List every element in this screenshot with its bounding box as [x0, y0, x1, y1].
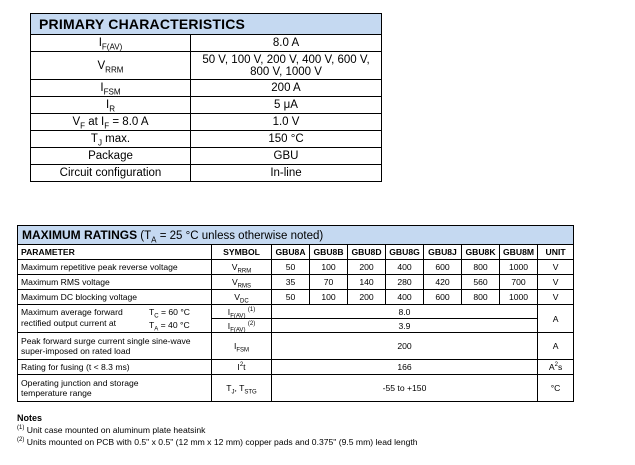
table-row: Maximum RMS voltage $V_{RMS}$ 35 70 140 280 420 560 700 V [18, 275, 574, 290]
notes [17, 412, 418, 448]
col-header-parameter: PARAMETER [18, 245, 212, 260]
param-ifav: $I_{F(AV)}$ [31, 35, 191, 52]
col-header-gbu8b: GBU8B [310, 245, 348, 260]
ratings-title: MAXIMUM RATINGS ($T_A = 25$ °C unless otherwise noted) [18, 226, 574, 245]
table-row: Maximum average forward rectified output current at $T_C = 60$ °C $T_A = 40$ °C $I_{F(AV)}$ $^{(1)}$ 8.0 A [18, 305, 574, 319]
param-package: Package [31, 148, 191, 165]
value-ifsm: 200 A [191, 80, 382, 97]
primary-title: PRIMARY CHARACTERISTICS [31, 14, 382, 35]
col-header-gbu8m: GBU8M [500, 245, 538, 260]
table-row: Peak forward surge current single sine-wave super-imposed on rated load $I_{FSM}$ 200 A [18, 333, 574, 360]
value-ir: 5 μA [191, 97, 382, 114]
value-circuit: In-line [191, 165, 382, 182]
note-2: $^{(2)}$ Units mounted on PCB with 0.5" x 0.5" (12 mm x 12 mm) copper pads and 0.375" (9.5 mm) lead length [17, 437, 418, 447]
note-1: $^{(1)}$ Unit case mounted on aluminum plate heatsink [17, 425, 206, 435]
param-vf: $V_F$ at $I_F = 8.0$ A [31, 114, 191, 131]
table-row: Rating for fusing (t < 8.3 ms) $I^2t$ 166 $A^2s$ [18, 360, 574, 375]
param-vrrm: $V_{RRM}$ [31, 52, 191, 80]
col-header-gbu8j: GBU8J [424, 245, 462, 260]
table-row: $I_{F(AV)}$ $^{(2)}$ 3.9 [18, 319, 574, 333]
col-header-symbol: SYMBOL [212, 245, 272, 260]
primary-characteristics-table [30, 13, 382, 182]
value-package: GBU [191, 148, 382, 165]
value-tj: 150 °C [191, 131, 382, 148]
param-tj: $T_J$ max. [31, 131, 191, 148]
value-vf: 1.0 V [191, 114, 382, 131]
value-ifav: 8.0 A [191, 35, 382, 52]
table-row: Maximum DC blocking voltage $V_{DC}$ 50 100 200 400 600 800 1000 V [18, 290, 574, 305]
maximum-ratings-table [17, 225, 574, 402]
col-header-gbu8g: GBU8G [386, 245, 424, 260]
notes-title: Notes [17, 413, 43, 423]
param-ifsm: $I_{FSM}$ [31, 80, 191, 97]
param-ir: $I_R$ [31, 97, 191, 114]
param-circuit: Circuit configuration [31, 165, 191, 182]
col-header-gbu8k: GBU8K [462, 245, 500, 260]
table-row: Operating junction and storage temperature range $T_J$, $T_{STG}$ -55 to +150 °C [18, 375, 574, 402]
col-header-unit: UNIT [538, 245, 574, 260]
col-header-gbu8a: GBU8A [272, 245, 310, 260]
col-header-gbu8d: GBU8D [348, 245, 386, 260]
value-vrrm: 50 V, 100 V, 200 V, 400 V, 600 V, 800 V, 1000 V [191, 52, 382, 80]
table-row: Maximum repetitive peak reverse voltage $V_{RRM}$ 50 100 200 400 600 800 1000 V [18, 260, 574, 275]
